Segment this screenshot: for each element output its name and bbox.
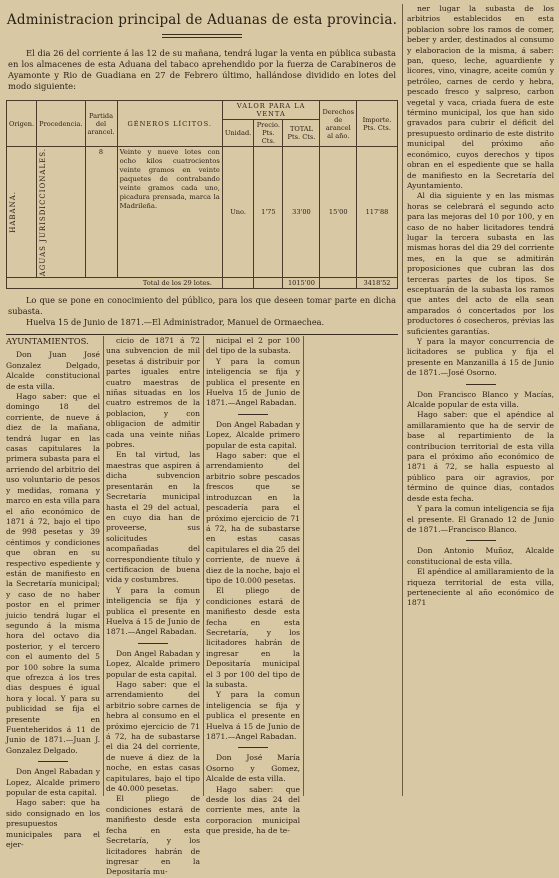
edict-5-title: Don José María Osorno y Gomez, Alcalde de esta villa. — [206, 753, 300, 784]
edict-5-para: Al dia siguiente y en las mismas horas se celebrará el segundo acto para las mejoras del 10 por 100, y en caso de no haber licitadores tendrá lugar la tercera subasta en las mismas horas del dia 29 del corriente mes, en la que se admitirán proposiciones que cubran las dos terceras partes de los tipos. Se esceptuarán de la subasta los ramos que antes del acto de ella sean amparados ó concertados por los productores ó cosecheros, prévias las suficientes garantías. — [407, 191, 554, 336]
cell-total: 33'00 — [283, 147, 320, 278]
cell-procedencia — [37, 147, 85, 278]
column-4-spacer — [306, 336, 398, 796]
header-generos: GÉNEROS LÍCITOS. — [117, 101, 222, 147]
header-total — [283, 120, 320, 147]
lots-table — [6, 100, 398, 289]
header-precio — [254, 120, 283, 147]
header-total-label: TOTAL — [289, 125, 313, 133]
edict-2-body: Hago saber: que ha sido consignado en los presupuestos municipales para el ejer- — [6, 798, 100, 850]
procedencia-text: AGUAS JURISDICCIONALES. — [39, 148, 48, 277]
ayuntamientos-section — [6, 336, 398, 877]
notice-intro: El dia 26 del corriente á las 12 de su mañana, tendrá lugar la venta en pública subasta en los almacenes de esta Aduana del tabaco aprehendido por la fuerza de Carabineros de Ayamonte y Rio de Guadiana en 27 de Febrero último, hallándose dividido en lotes del modo siguiente: — [8, 48, 396, 91]
edict-3-body: Hago saber: que el arrendamiento del arbitrio sobre carnes de hebra al consumo en el próximo ejercicio de 71 á 72, ha de subastarse el dia 24 del corriente, de nueve á diez de la noche, en estas casas capitulares, bajo el tipo de 40.000 pesetas. — [106, 680, 200, 794]
edict-5-sign: Y para la mayor concurrencia de licitadores se publica y fija el presente en Manzanilla á 15 de Junio de 1871.—José Osorno. — [407, 337, 554, 378]
cell-precio: 1'75 — [254, 147, 283, 278]
edict-3-cont: nicipal el 2 por 100 del tipo de la subasta. — [206, 336, 300, 356]
column-rule — [203, 336, 204, 796]
notice-footer: Lo que se pone en conocimiento del público, para los que deseen tomar parte en dicha subasta. — [8, 295, 396, 317]
column-rule — [103, 336, 104, 796]
edict-2-sign: Y para la comun inteligencia se fija y publica el presente en Huelva á 15 de Junio de 1871.—Angel Rabadan. — [106, 585, 200, 637]
right-column-text — [407, 4, 554, 609]
header-importe-sub: Pts. Cts. — [363, 123, 391, 132]
header-origen: Origen. — [7, 101, 37, 147]
header-unidad: Unidad. — [222, 120, 253, 147]
header-importe-label: Importe. — [362, 115, 392, 124]
total-blank-1 — [222, 278, 253, 289]
edict-3-sign: Y para la comun inteligencia se fija y publica el presente en Huelva 15 de Junio de 1871.—Angel Rabadan. — [206, 356, 300, 408]
column-divider — [138, 643, 168, 644]
cell-generos: Veinte y nueve lotes con ocho kilos cuatrocientos veinte gramos en veinte paquetes de contrabando veinte gramos cada uno, picadura prensada, marca la Madrileña. — [117, 147, 222, 278]
edict-6-title: Don Francisco Blanco y Macías, Alcalde popular de esta villa. — [407, 389, 554, 410]
edict-7-body: El apéndice al amillaramiento de la riqueza territorial de esta villa, perteneciente al año económico de 1871 — [407, 567, 554, 608]
cell-derechos: 15'00 — [320, 147, 357, 278]
edict-4-sign: Y para la comun inteligencia se fija y publica el presente en Huelva á 15 de Junio de 1871.—Angel Rabadan. — [206, 690, 300, 742]
edict-2-para: En tal virtud, las maestras que aspiren á dicha subvencion presentarán en la Secretaría municipal hasta el 29 del actual, en cuyo dia han de proveerse, sus solicitudes acompañadas del correspondiente título y certificacion de buena vida y costumbres. — [106, 450, 200, 585]
edict-4-title: Don Angel Rabadan y Lopez, Alcalde primero popular de esta capital. — [206, 419, 300, 450]
header-procedencia: Procedencia. — [37, 101, 85, 147]
customs-notice — [6, 4, 398, 341]
header-derechos: Derechos de arancel al año. — [320, 101, 357, 147]
total-sum: 1015'00 — [283, 278, 320, 289]
edict-2-cont: cicio de 1871 á 72 una subvencion de mil pesetas á distribuir por partes iguales entre cuatro maestras de niñas situadas en los cuatro estremos de la poblacion, y con obligacion de admitir cada una veinte niñas pobres. — [106, 336, 200, 450]
edict-1-title: Don Juan José Gonzalez Delgado, Alcalde constitucional de esta villa. — [6, 350, 100, 391]
edict-7-title: Don Antonio Muñoz, Alcalde constitucional de esta villa. — [407, 546, 554, 566]
total-blank-2 — [254, 278, 283, 289]
edict-4-body: Hago saber: que el arrendamiento del arbitrio sobre pescados frescos que se introduzcan en la pescadería para el próximo ejercicio de 71 á 72, ha de subastarse en estas casas capitulares el dia 25 del corriente, de nueve á diez de la noche, bajo el tipo de 10.000 pesetas. — [206, 451, 300, 585]
notice-signature: Huelva 15 de Junio de 1871.—El Administrador, Manuel de Ormaechea. — [26, 317, 325, 328]
edict-3-cond: El pliego de condiciones estará de manifiesto desde esta fecha en esta Secretaría, y los licitadores habrán de ingresar en la Depositaría mu- — [106, 794, 200, 877]
column-rule — [303, 336, 304, 796]
column-3 — [206, 336, 300, 836]
column-divider — [238, 414, 268, 415]
header-precio-label: Precio. — [256, 121, 280, 129]
cell-importe: 117'88 — [357, 147, 398, 278]
column-2 — [106, 336, 200, 877]
origen-text: HABANA. — [9, 191, 17, 233]
edict-5-cont: ner lugar la subasta de los arbitrios establecidos en esta poblacion sobre los ramos de comer, beber y arder, destinados al consumo y elaboracion de la misma, á saber: pan, queso, leche, aguardiente y licores, vino, vinagre, aceite común y petróleo, carnes de cerdo y hebra, pescado fresco y salpreso, carbon vegetal y vaca, criada fuera de este término municipal, los que han sido gravados para cubrir el déficit del presupuesto ordinario de este distrito municipal del próximo año económico, cuyos derechos y tipos obran en el espediente que se halla de manifiesto en la Secretaría del Ayuntamiento. — [407, 4, 554, 190]
header-valor: VALOR PARA LA VENTA — [222, 101, 320, 120]
column-divider — [238, 747, 268, 748]
right-column — [402, 4, 554, 796]
edict-1-body: Hago saber: que el domingo 18 del corriente, de nueve á diez de la mañana, tendrá lugar en las casas capitulares la primera subasta para el arriendo del arbitrio del uso voluntario de pesos y medidas, romana y marco en esta villa para el año económico de 1871 á 72, bajo el tipo de 998 pesetas y 39 céntimos y condiciones que obran en su respectivo espediente y están de manifiesto en la Secretaría municipal; y caso de no haber postor en el primer juicio tendrá lugar el segundo á la misma hora del octavo dia posterior, y el tercero con el aumento del 5 por 100 sobre la suma que ofrezca á los tres dias despues é igual hora y local. Y para su publicidad se fija el presente en Fuenteheridos á 11 de Junio de 1871.—Juan J. Gonzalez Delgado. — [6, 392, 100, 755]
cell-unidad: Uno. — [222, 147, 253, 278]
edict-6-body: Hago saber: que el apéndice al amillaramiento que ha de servir de base al repartimiento de la contribucion territorial de esta villa para el próximo año económico de 1871 á 72, se halla espuesto al público para oir agravios, por término de quince dias, contados desde esta fecha. — [407, 410, 554, 503]
edict-6-sign: Y para la comun inteligencia se fija el presente. El Granado 12 de Junio de 1871.—Francisco Blanco. — [407, 504, 554, 534]
cell-partida: 8 — [85, 147, 117, 278]
title-rule — [162, 34, 242, 38]
edict-4-cond: El pliego de condiciones estará de manifiesto desde esta fecha en esta Secretaría, y los licitadores habrán de ingresar en la Depositaría municipal el 3 por 100 del tipo de la subasta. — [206, 586, 300, 689]
total-importe: 3418'52 — [357, 278, 398, 289]
edict-5-body: Hago saber: que desde los dias 24 del corriente mes, ante la corporacion municipal que preside, ha de te- — [206, 784, 300, 836]
column-1 — [6, 336, 100, 850]
total-blank-3 — [320, 278, 357, 289]
notice-title: Administracion principal de Aduanas de esta provincia. — [6, 12, 398, 28]
total-label: Total de los 29 lotes. — [7, 278, 223, 289]
edict-2-title: Don Angel Rabadan y Lopez, Alcalde primero popular de esta capital. — [6, 767, 100, 798]
cell-origen — [7, 147, 37, 278]
header-partida: Partida del arancel. — [85, 101, 117, 147]
header-precio-sub: Pts. Cts. — [261, 129, 275, 145]
column-divider — [38, 761, 68, 762]
column-divider — [466, 384, 496, 385]
section-heading: AYUNTAMIENTOS. — [6, 336, 89, 346]
header-importe — [357, 101, 398, 147]
header-total-sub: Pts. Cts. — [287, 133, 316, 141]
column-divider — [466, 540, 496, 541]
edict-3-title: Don Angel Rabadan y Lopez, Alcalde primero popular de esta capital. — [106, 648, 200, 679]
